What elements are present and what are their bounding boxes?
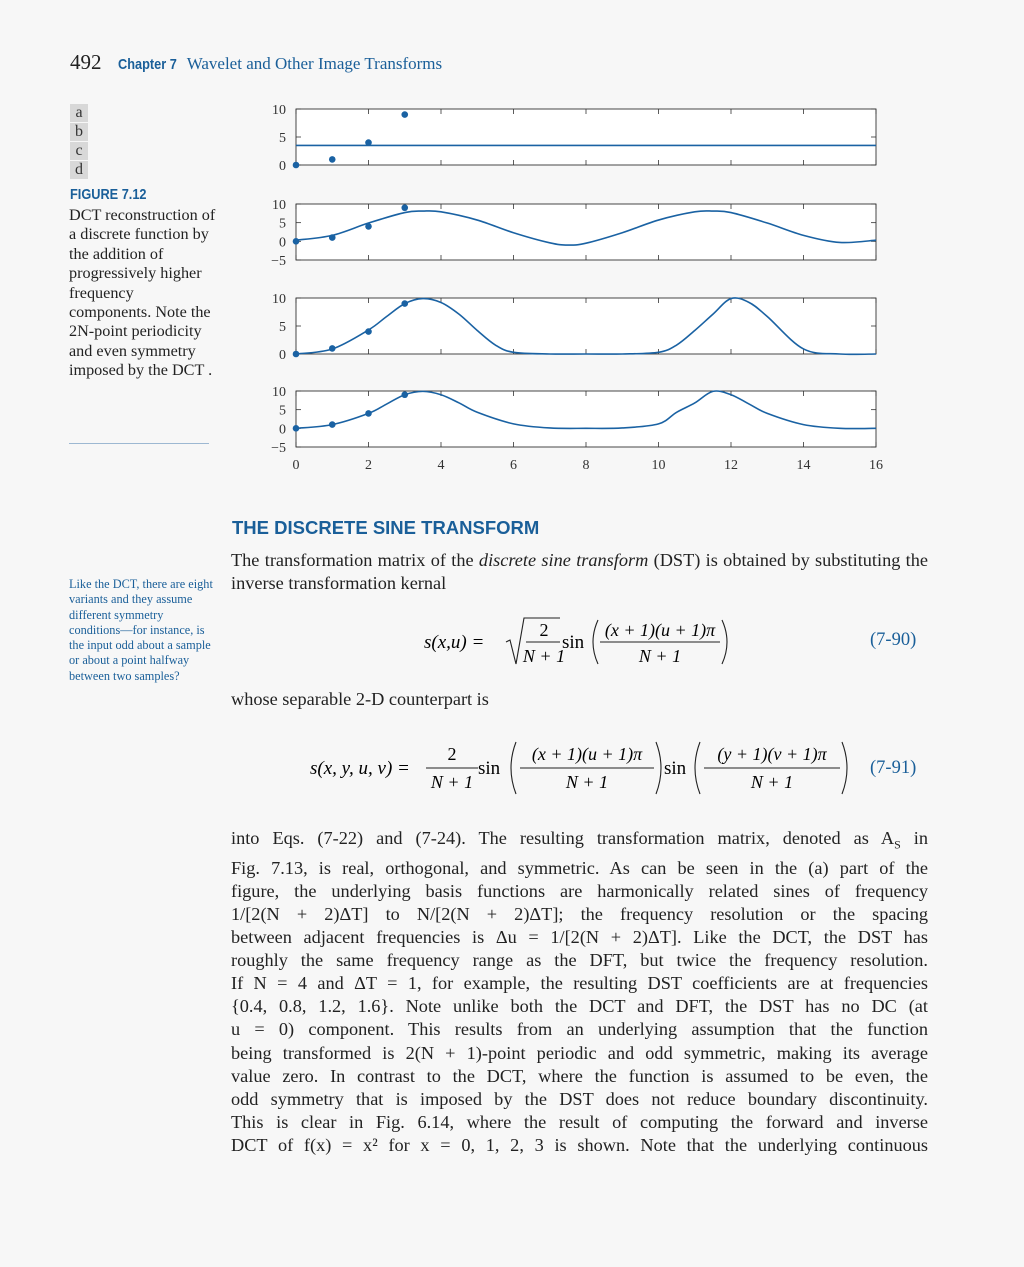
- figure-number: FIGURE 7.12: [70, 186, 147, 203]
- body-line-3: figure, the underlying basis functions are harmonically related sines of frequency: [231, 880, 928, 901]
- eq1-left-paren: [593, 620, 598, 664]
- body-line-2: Fig. 7.13, is real, orthogonal, and symmetric. As can be seen in the (a) part of the: [231, 857, 928, 878]
- y-tick-label-c: 10: [272, 292, 286, 307]
- y-tick-label-d: 0: [279, 422, 286, 438]
- body-line-8: {0.4, 0.8, 1.2, 1.6}. Note unlike both the DCT and DFT, the DST has no DC (at: [231, 996, 928, 1017]
- x-tick-label: 10: [651, 458, 666, 473]
- sample-point-c: [293, 351, 300, 358]
- y-tick-label-d: −5: [271, 441, 286, 456]
- y-tick-label-b: 5: [279, 216, 286, 232]
- sample-point-b: [329, 234, 336, 241]
- intro-text-2: (DST) is obtained by substituting the inverse transformation kernal: [231, 550, 929, 594]
- intro-paragraph: [231, 549, 928, 595]
- eq2-arg1-num: (x + 1)(u + 1)π: [531, 744, 643, 764]
- running-header: [70, 50, 442, 75]
- x-tick-label: 12: [724, 458, 738, 473]
- eq2-frac-num: 2: [447, 744, 457, 764]
- y-tick-label-a: 0: [279, 159, 286, 174]
- eq2-sin-1: sin: [478, 758, 501, 779]
- eq2-arg1-den: N + 1: [565, 772, 609, 792]
- eq2-frac-den: N + 1: [430, 772, 474, 792]
- eq1-arg-num: (x + 1)(u + 1)π: [604, 620, 716, 640]
- chapter-label: Chapter 7: [117, 56, 177, 73]
- eq1-right-paren: [722, 620, 727, 664]
- plot-frame-b: [296, 204, 876, 260]
- y-tick-label-d: 5: [279, 403, 286, 419]
- page-number: 492: [70, 50, 102, 74]
- body-line-4: 1/[2(N + 2)ΔT] to N/[2(N + 2)ΔT]; the frequency resolution or the spacing: [231, 903, 928, 924]
- x-tick-label: 16: [869, 458, 883, 473]
- matrix-subscript: S: [894, 837, 901, 852]
- x-tick-label: 8: [582, 458, 590, 473]
- figure-caption: DCT reconstruction of a discrete function by the addition of progressively higher frequency components. Note the 2N-point periodicity and even symmetry imposed by the DCT .: [69, 206, 216, 380]
- eq2-right-paren-1: [656, 742, 661, 794]
- eq1-sin: sin: [562, 632, 585, 653]
- eq2-right-paren-2: [842, 742, 847, 794]
- eq2-sin-2: sin: [664, 758, 687, 779]
- body-line-14: DCT of f(x) = x² for x = 0, 1, 2, 3 is shown. Note that the underlying continuous: [231, 1134, 928, 1155]
- eq2-left-paren-2: [695, 742, 700, 794]
- eq1-arg-den: N + 1: [638, 646, 682, 666]
- sample-point-d: [329, 421, 336, 428]
- body-line-1-tail: in: [900, 828, 928, 848]
- plot-frame-a: [296, 109, 876, 165]
- x-tick-label: 6: [510, 458, 517, 473]
- body-line-9: u = 0) component. This results from an underlying assumption that the function: [231, 1019, 928, 1040]
- sample-point-c: [401, 300, 408, 307]
- equation-7-90: [420, 612, 740, 672]
- body-line-7: If N = 4 and ΔT = 1, for example, the resulting DST coefficients are at frequencies: [231, 973, 928, 994]
- margin-note: Like the DCT, there are eight variants and they assume different symmetry conditions—for instance, is the input odd about a sample or about a point halfway between two samples?: [69, 577, 213, 683]
- y-tick-label-b: −5: [271, 254, 286, 269]
- x-tick-label: 14: [796, 458, 811, 473]
- between-text: whose separable 2-D counterpart is: [231, 689, 489, 709]
- y-tick-label-b: 0: [279, 235, 286, 251]
- panel-label-c: c: [70, 142, 88, 160]
- panel-label-d: d: [70, 161, 88, 179]
- sample-point-d: [293, 425, 300, 432]
- body-line-10: being transformed is 2(N + 1)-point periodic and odd symmetric, making its average: [231, 1042, 928, 1063]
- plot-frame-c: [296, 298, 876, 354]
- x-tick-label: 2: [365, 458, 372, 473]
- eq2-arg2-num: (y + 1)(v + 1)π: [717, 744, 827, 764]
- section-heading: THE DISCRETE SINE TRANSFORM: [232, 517, 540, 538]
- sample-point-a: [329, 156, 336, 163]
- intro-emphasis: discrete sine transform: [478, 550, 649, 570]
- sample-point-c: [329, 345, 336, 352]
- chapter-title: Wavelet and Other Image Transforms: [186, 54, 443, 73]
- eq2-arg2-den: N + 1: [750, 772, 794, 792]
- body-line-12: odd symmetry that is imposed by the DST does not reduce boundary discontinuity.: [231, 1088, 928, 1109]
- caption-divider: [69, 443, 209, 444]
- sample-point-d: [401, 391, 408, 398]
- sample-point-a: [401, 111, 408, 118]
- figure-7-12-plots: [230, 96, 910, 476]
- eq1-lhs: s(x,u) =: [424, 632, 485, 653]
- eq2-left-paren-1: [511, 742, 516, 794]
- eq2-lhs: s(x, y, u, v) =: [310, 758, 410, 779]
- y-tick-label-a: 5: [279, 131, 286, 146]
- y-tick-label-b: 10: [272, 198, 286, 213]
- body-paragraph: [231, 827, 928, 1157]
- sample-point-c: [365, 328, 372, 335]
- panel-label-b: b: [70, 123, 88, 141]
- sample-point-a: [293, 162, 300, 169]
- y-tick-label-a: 10: [272, 103, 286, 118]
- intro-text-1: The transformation matrix of the: [231, 550, 479, 570]
- body-line-6: roughly the same frequency range as the DFT, but twice the frequency resolution.: [231, 950, 928, 971]
- y-tick-label-c: 0: [279, 348, 286, 363]
- panel-label-a: a: [70, 104, 88, 122]
- x-tick-label: 4: [437, 458, 445, 473]
- eq1-frac-num: 2: [539, 620, 549, 640]
- equation-7-91: [306, 736, 854, 800]
- sample-point-b: [293, 238, 300, 245]
- body-line-13: This is clear in Fig. 6.14, where the result of computing the forward and inverse: [231, 1111, 928, 1132]
- sample-point-b: [365, 223, 372, 230]
- sample-point-a: [365, 139, 372, 146]
- eq1-frac-den: N + 1: [522, 646, 566, 666]
- sample-point-b: [401, 204, 408, 211]
- body-line-1: into Eqs. (7-22) and (7-24). The resulting transformation matrix, denoted as $A_S$ in: [231, 828, 928, 852]
- body-line-5: between adjacent frequencies is Δu = 1/[2(N + 2)ΔT]. Like the DCT, the DST has: [231, 927, 928, 948]
- body-line-11: value zero. In contrast to the DCT, where the function is assumed to be even, the: [231, 1065, 928, 1086]
- equation-number-7-91: (7-91): [870, 758, 917, 778]
- equation-number-7-90: (7-90): [870, 630, 917, 650]
- sample-point-d: [365, 410, 372, 417]
- y-tick-label-d: 10: [272, 385, 286, 400]
- y-tick-label-c: 5: [279, 320, 286, 335]
- plot-frame-d: [296, 391, 876, 447]
- x-tick-label: 0: [292, 458, 300, 473]
